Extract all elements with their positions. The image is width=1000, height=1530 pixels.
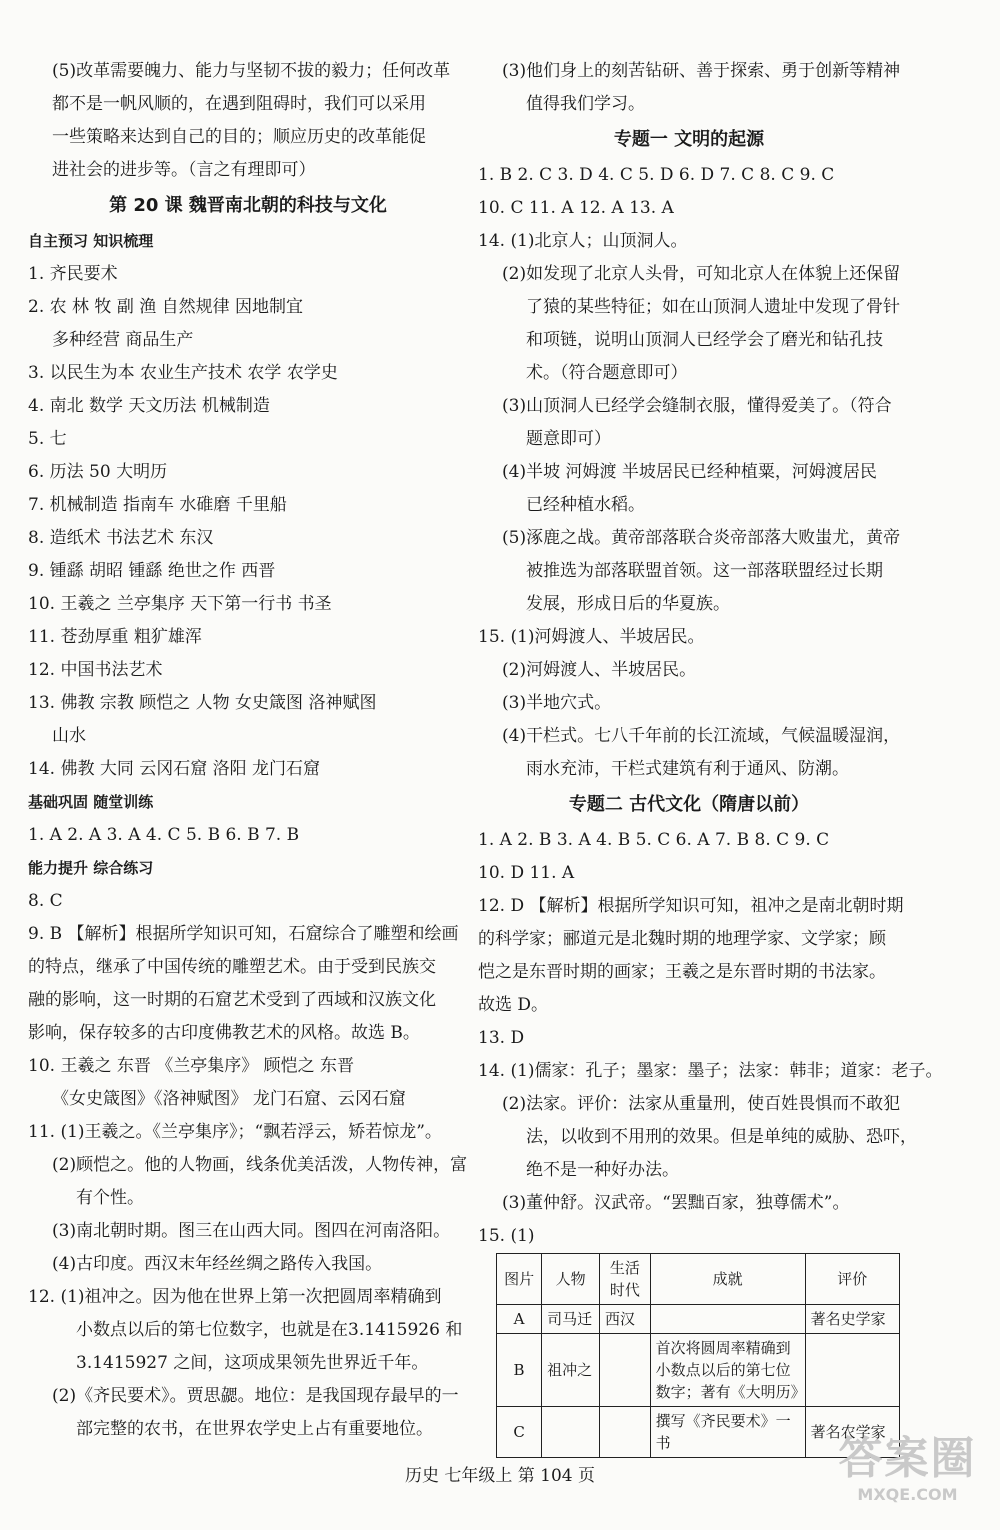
answer-line: 题意即可）: [526, 429, 611, 449]
answer-line: 小数点以后的第七位数字，也就是在3.1415926 和: [76, 1320, 463, 1340]
table-cell: 著名史学家: [805, 1305, 899, 1334]
table-cell: 著名农学家: [805, 1407, 899, 1458]
answer-line: 1. A 2. A 3. A 4. C 5. B 6. B 7. B: [28, 825, 300, 845]
answer-line: 有个性。: [76, 1188, 144, 1208]
answer-line: 8. C: [28, 891, 63, 911]
answer-line: 12. 中国书法艺术: [28, 660, 163, 680]
watermark-title: 答案圈: [838, 1433, 977, 1484]
answer-line: 10. D 11. A: [478, 863, 575, 883]
answer-line: (3)他们身上的刻苦钻研、善于探索、勇于创新等精神: [502, 61, 901, 81]
answer-line: 的科学家；郦道元是北魏时期的地理学家、文学家；顾: [478, 929, 886, 949]
table-cell: 祖冲之: [542, 1334, 600, 1407]
answer-line: 4. 南北 数学 天文历法 机械制造: [28, 396, 270, 416]
answer-line: 14. 佛教 大同 云冈石窟 洛阳 龙门石窟: [28, 759, 321, 779]
answer-line: 的特点，继承了中国传统的雕塑艺术。由于受到民族交: [28, 957, 436, 977]
answer-line: 13. 佛教 宗教 顾恺之 人物 女史箴图 洛神赋图: [28, 693, 377, 713]
section-heading: 第 20 课 魏晋南北朝的科技与文化: [109, 195, 387, 216]
answer-line: 1. A 2. B 3. A 4. B 5. C 6. A 7. B 8. C 9. C: [478, 830, 830, 850]
table-cell: 西汉: [600, 1305, 651, 1334]
answer-line: 7. 机械制造 指南车 水碓磨 千里船: [28, 495, 287, 515]
answer-line: 9. B 【解析】根据所学知识可知，石窟综合了雕塑和绘画: [28, 924, 459, 944]
answer-line: 11. 苍劲厚重 粗犷雄浑: [28, 627, 202, 647]
answer-line: 3. 以民生为本 农业生产技术 农学 农学史: [28, 363, 338, 383]
answer-line: 和项链，说明山顶洞人已经学会了磨光和钻孔技: [526, 330, 883, 350]
answer-line: 发展，形成日后的华夏族。: [526, 594, 730, 614]
answer-line: 12. (1)祖冲之。因为他在世界上第一次把圆周率精确到: [28, 1287, 442, 1307]
page-footer: 历史 七年级上 第 104 页: [404, 1466, 596, 1486]
answer-line: (3)山顶洞人已经学会缝制衣服，懂得爱美了。（符合: [502, 396, 892, 416]
table-header-cell: 生活时代: [600, 1254, 651, 1305]
figures-table: [496, 1253, 900, 1458]
answer-line: (2)法家。评价：法家从重量刑，使百姓畏惧而不敢犯: [502, 1094, 901, 1114]
answer-line: (3)半地穴式。: [502, 693, 612, 713]
table-cell: C: [497, 1407, 542, 1458]
answer-line: 一些策略来达到自己的目的；顺应历史的改革能促: [52, 127, 426, 147]
answer-line: 3.1415927 之间，这项成果领先世界近千年。: [76, 1353, 429, 1373]
table-header-cell: 评价: [805, 1254, 899, 1305]
table-cell: 首次将圆周率精确到小数点以后的第七位数字；著有《大明历》: [650, 1334, 805, 1407]
answer-line: 1. B 2. C 3. D 4. C 5. D 6. D 7. C 8. C 9. C: [478, 165, 835, 185]
answer-line: 6. 历法 50 大明历: [28, 462, 168, 482]
answer-line: 影响，保存较多的古印度佛教艺术的风格。故选 B。: [28, 1023, 420, 1043]
answer-line: (2)《齐民要术》。贾思勰。地位：是我国现存最早的一: [52, 1386, 459, 1406]
answer-line: (2)如发现了北京人头骨，可知北京人在体貌上还保留: [502, 264, 901, 284]
answer-line: 已经种植水稻。: [526, 495, 645, 515]
answer-line: 2. 农 林 牧 副 渔 自然规律 因地制宜: [28, 297, 304, 317]
table-cell: 撰写《齐民要术》一书: [650, 1407, 805, 1458]
answer-line: 15. (1): [478, 1226, 535, 1246]
table-cell: [600, 1407, 651, 1458]
answer-line: 部完整的农书，在世界农学史上占有重要地位。: [76, 1419, 433, 1439]
answer-line: 进社会的进步等。（言之有理即可）: [52, 160, 316, 180]
table-header-cell: 人物: [542, 1254, 600, 1305]
table-cell: B: [497, 1334, 542, 1407]
watermark-logo: [830, 1433, 985, 1518]
answer-line: 被推选为部落联盟首领。这一部落联盟经过长期: [526, 561, 883, 581]
answer-line: 绝不是一种好办法。: [526, 1160, 679, 1180]
answer-line: (3)董仲舒。汉武帝。“罢黜百家，独尊儒术”。: [502, 1193, 850, 1213]
answer-line: 法，以收到不用刑的效果。但是单纯的威胁、恐吓，: [526, 1127, 917, 1147]
subsection-label: 能力提升 综合练习: [28, 859, 154, 877]
table-cell: [542, 1407, 600, 1458]
answer-line: 10. C 11. A 12. A 13. A: [478, 198, 674, 218]
watermark-url: MXQE.COM: [857, 1485, 958, 1504]
answer-line: 12. D 【解析】根据所学知识可知，祖冲之是南北朝时期: [478, 896, 904, 916]
answer-line: 15. (1)河姆渡人、半坡居民。: [478, 627, 705, 647]
section-heading: 专题二 古代文化（隋唐以前）: [568, 794, 810, 815]
answer-line: (5)改革需要魄力、能力与坚韧不拔的毅力；任何改革: [52, 61, 451, 81]
answer-line: (3)南北朝时期。图三在山西大同。图四在河南洛阳。: [52, 1221, 451, 1241]
right-column: [478, 55, 943, 1458]
table-header-cell: 图片: [497, 1254, 542, 1305]
answer-line: 5. 七: [28, 429, 67, 449]
answer-line: (4)半坡 河姆渡 半坡居民已经种植粟，河姆渡居民: [502, 462, 877, 482]
section-heading: 专题一 文明的起源: [613, 129, 765, 150]
subsection-label: 基础巩固 随堂训练: [28, 793, 154, 811]
table-cell: 司马迁: [542, 1305, 600, 1334]
table-cell: [600, 1334, 651, 1407]
answer-line: 恺之是东晋时期的画家；王羲之是东晋时期的书法家。: [478, 962, 886, 982]
table-header-cell: 成就: [650, 1254, 805, 1305]
left-column: [28, 55, 468, 1446]
answer-line: 山水: [52, 726, 86, 746]
answer-line: 8. 造纸术 书法艺术 东汉: [28, 528, 214, 548]
answer-line: 值得我们学习。: [526, 94, 645, 114]
table-row: [497, 1305, 900, 1334]
answer-line: 1. 齐民要术: [28, 264, 118, 284]
answer-line: 14. (1)北京人；山顶洞人。: [478, 231, 688, 251]
answer-line: 9. 锺繇 胡昭 锺繇 绝世之作 西晋: [28, 561, 276, 581]
answer-line: 多种经营 商品生产: [52, 330, 194, 350]
answer-line: 13. D: [478, 1028, 525, 1048]
answer-line: (4)干栏式。七八千年前的长江流域，气候温暖湿润，: [502, 726, 901, 746]
answer-line: 故选 D。: [478, 995, 549, 1015]
table-cell: A: [497, 1305, 542, 1334]
answer-line: 10. 王羲之 兰亭集序 天下第一行书 书圣: [28, 594, 332, 614]
answer-line: 雨水充沛，干栏式建筑有利于通风、防潮。: [526, 759, 849, 779]
answer-line: (2)河姆渡人、半坡居民。: [502, 660, 697, 680]
answer-line: 术。（符合题意即可）: [526, 363, 688, 383]
answer-line: 融的影响，这一时期的石窟艺术受到了西域和汉族文化: [28, 990, 436, 1010]
answer-line: (5)涿鹿之战。黄帝部落联合炎帝部落大败蚩尤，黄帝: [502, 528, 901, 548]
answer-line: 10. 王羲之 东晋 《兰亭集序》 顾恺之 东晋: [28, 1056, 355, 1076]
table-cell: [650, 1305, 805, 1334]
answer-line: 11. (1)王羲之。《兰亭集序》；“飘若浮云，矫若惊龙”。: [28, 1122, 442, 1142]
answer-line: 了猿的某些特征；如在山顶洞人遗址中发现了骨针: [526, 297, 900, 317]
table-row: [497, 1334, 900, 1407]
answer-line: 《女史箴图》《洛神赋图》 龙门石窟、云冈石窟: [52, 1089, 406, 1109]
answer-line: (4)古印度。西汉末年经丝绸之路传入我国。: [52, 1254, 383, 1274]
answer-line: 14. (1)儒家：孔子；墨家：墨子；法家：韩非；道家：老子。: [478, 1061, 943, 1081]
subsection-label: 自主预习 知识梳理: [28, 232, 154, 250]
table-cell: [805, 1334, 899, 1407]
answer-line: (2)顾恺之。他的人物画，线条优美活泼，人物传神，富: [52, 1155, 468, 1175]
answer-line: 都不是一帆风顺的，在遇到阻碍时，我们可以采用: [52, 94, 426, 114]
